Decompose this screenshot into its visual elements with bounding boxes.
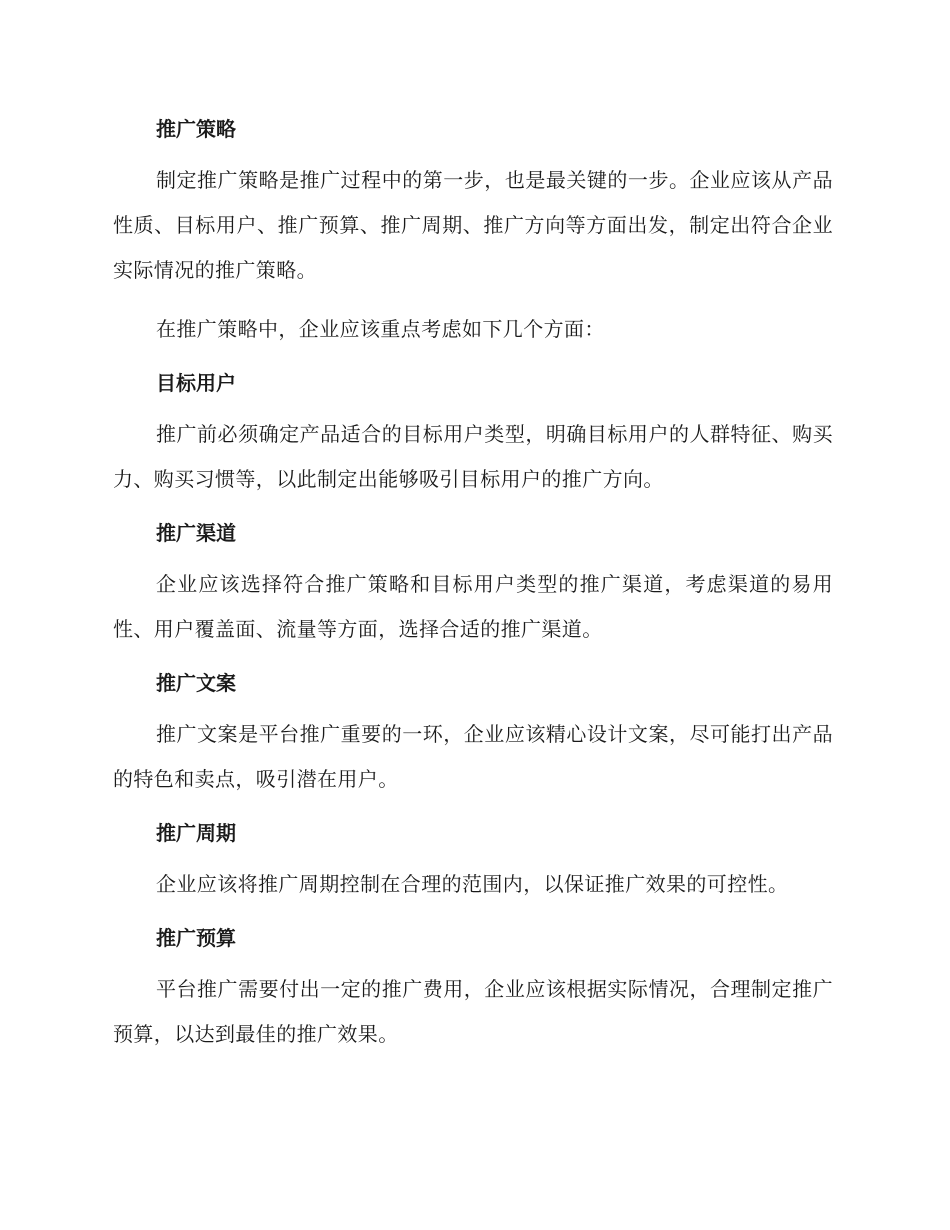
section-paragraph: 平台推广需要付出一定的推广费用，企业应该根据实际情况，合理制定推广预算，以达到最佳的推广效果。 [113,977,833,1046]
section-heading: 推广策略 [156,117,236,141]
section-paragraph: 在推广策略中，企业应该重点考虑如下几个方面： [156,317,605,341]
section-paragraph: 企业应该选择符合推广策略和目标用户类型的推广渠道，考虑渠道的易用性、用户覆盖面、流量等方面，选择合适的推广渠道。 [113,572,833,641]
document-page [113,112,833,1057]
section-paragraph: 制定推广策略是推广过程中的第一步，也是最关键的一步。企业应该从产品性质、目标用户、推广预算、推广周期、推广方向等方面出发，制定出符合企业实际情况的推广策略。 [113,168,833,282]
section-heading: 目标用户 [156,371,236,395]
section-heading: 推广周期 [156,821,236,845]
section-paragraph: 推广前必须确定产品适合的目标用户类型，明确目标用户的人群特征、购买力、购买习惯等，以此制定出能够吸引目标用户的推广方向。 [113,422,833,491]
section-paragraph: 推广文案是平台推广重要的一环，企业应该精心设计文案，尽可能打出产品的特色和卖点，吸引潜在用户。 [113,722,833,791]
section-heading: 推广文案 [156,671,236,695]
section-paragraph: 企业应该将推广周期控制在合理的范围内，以保证推广效果的可控性。 [156,872,789,896]
section-heading: 推广预算 [156,926,236,950]
section-heading: 推广渠道 [156,521,236,545]
